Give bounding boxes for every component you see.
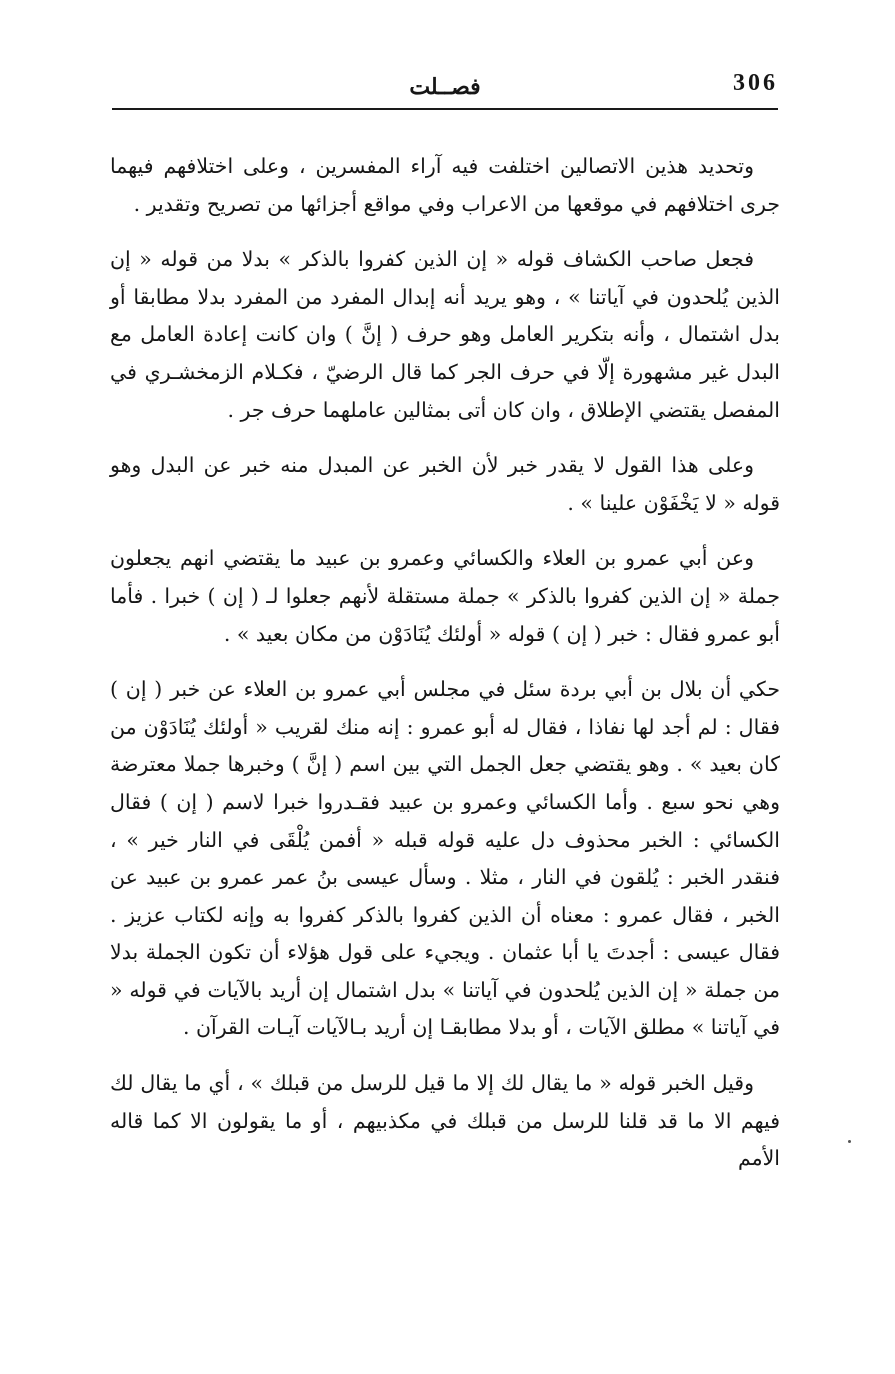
body-text: [110, 148, 780, 1196]
page-header: [112, 66, 778, 110]
paragraph: وعن أبي عمرو بن العلاء والكسائي وعمرو بن عبيد ما يقتضي انهم يجعلون جملة « إن الذين كفروا بالذكر » جملة مستقلة لأنهم جعلوا لـ ( إن ) خبرا . فأما أبو عمرو فقال : خبر ( إن ) قوله « أولئك يُنَادَوْن من مكان بعيد » .: [110, 546, 780, 646]
paragraph: وقيل الخبر قوله « ما يقال لك إلا ما قيل للرسل من قبلك » ، أي ما يقال لك فيهم الا ما قد قلنا للرسل من قبلك في مكذبيهم ، أو ما يقولون الا كما قاله الأمم: [110, 1071, 780, 1171]
paragraph: وتحديد هذين الاتصالين اختلفت فيه آراء المفسرين ، وعلى اختلافهم فيهما جرى اختلافهم في موقعها من الاعراب وفي مواقع أجزائها من تصريح وتقدير .: [110, 154, 780, 216]
scan-speck: [848, 1140, 851, 1143]
header-rule: [112, 108, 778, 110]
running-title: فصــلت: [409, 74, 481, 100]
paragraph: فجعل صاحب الكشاف قوله « إن الذين كفروا بالذكر » بدلا من قوله « إن الذين يُلحدون في آياتنا » ، وهو يريد أنه إبدال المفرد من المفرد بدلا مطابقا أو بدل اشتمال ، وأنه بتكرير العامل وهو حرف ( إنَّ ) وان كانت إعادة العامل مع البدل غير مشهورة إلّا في حرف الجر كما قال الرضيّ ، فكـلام الزمخشـري في المفصل يقتضي الإطلاق ، وان كان أتى بمثالين عاملهما حرف جر .: [110, 247, 780, 422]
paragraph: وعلى هذا القول لا يقدر خبر لأن الخبر عن المبدل منه خبر عن البدل وهو قوله « لا يَخْفَوْن علينا » .: [110, 453, 780, 515]
page-number: 306: [733, 70, 778, 96]
paragraph: حكي أن بلال بن أبي بردة سئل في مجلس أبي عمرو بن العلاء عن خبر ( إن ) فقال : لم أجد لها نفاذا ، فقال له أبو عمرو : إنه منك لقريب « أولئك يُنَادَوْن من كان بعيد » . وهو يقتضي جعل الجمل التي بين اسم ( إنَّ ) وخبرها جملا معترضة وهي نحو سبع . وأما الكسائي وعمرو بن عبيد فقـدروا خبرا لاسم ( إن ) فقال الكسائي : الخبر محذوف دل عليه قوله قبله « أفمن يُلْقَى في النار خير » ، فنقدر الخبر : يُلقون في النار ، مثلا . وسأل عيسى بنُ عمر عمرو بن عبيد عن الخبر ، فقال عمرو : معناه أن الذين كفروا بالذكر كفروا به وإنه لكتاب عزيز . فقال عيسى : أجدتَ يا أبا عثمان . ويجيء على قول هؤلاء أن تكون الجملة بدلا من جملة « إن الذين يُلحدون في آياتنا » بدل اشتمال إن أريد بالآيات في قوله « في آياتنا » مطلق الآيات ، أو بدلا مطابقـا إن أريد بـالآيات آيـات القرآن .: [110, 677, 780, 1040]
